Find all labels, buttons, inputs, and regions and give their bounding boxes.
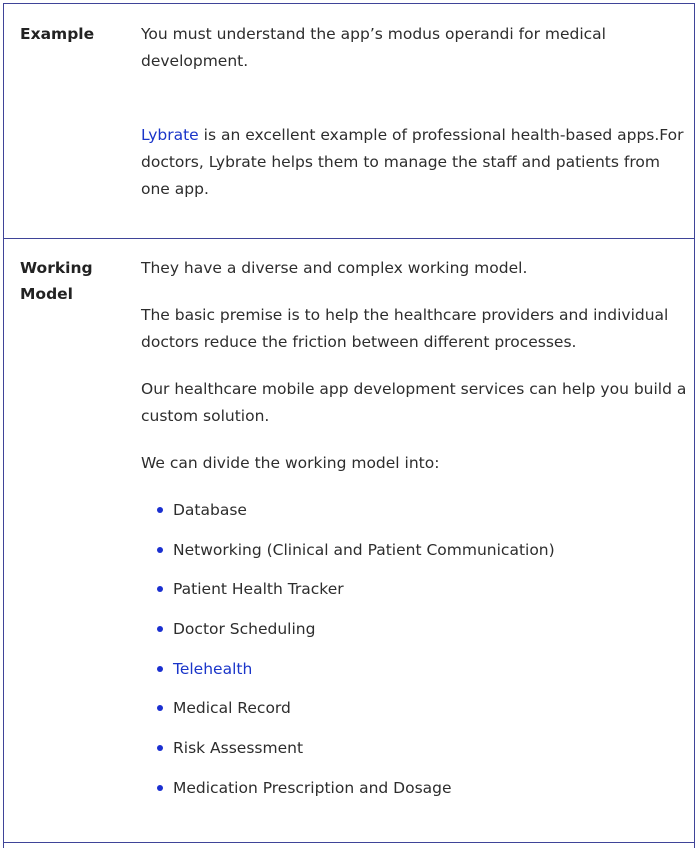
list-item-label: Medication Prescription and Dosage bbox=[173, 778, 452, 797]
bullet-icon bbox=[157, 705, 163, 711]
bullet-icon bbox=[157, 586, 163, 592]
working-paragraph-2: The basic premise is to help the healthcare providers and individual doctors reduce the friction between different processes. bbox=[141, 306, 669, 351]
list-item bbox=[141, 537, 689, 577]
list-item-label: Risk Assessment bbox=[173, 739, 304, 758]
list-item bbox=[141, 735, 689, 775]
list-item bbox=[141, 576, 689, 616]
list-item bbox=[141, 497, 689, 537]
bullet-icon bbox=[157, 547, 163, 553]
row-content-working-model bbox=[141, 255, 689, 815]
bullet-icon bbox=[157, 626, 163, 632]
example-paragraph-1: You must understand the app’s modus operandi for medical development. bbox=[141, 25, 606, 70]
example-paragraph-2-text: is an excellent example of professional health-based apps.For doctors, Lybrate helps them to manage the staff and patients from one app. bbox=[141, 126, 684, 198]
working-paragraph-4: We can divide the working model into: bbox=[141, 454, 440, 472]
bullet-icon bbox=[157, 666, 163, 672]
list-item bbox=[141, 616, 689, 656]
bullet-icon bbox=[157, 785, 163, 791]
lybrate-link[interactable]: Lybrate bbox=[141, 126, 199, 144]
row-label-example: Example bbox=[20, 25, 95, 43]
list-item-label: Medical Record bbox=[173, 699, 291, 718]
row-content-example bbox=[141, 21, 689, 203]
table-row-working-model bbox=[3, 239, 695, 843]
list-item-label: Networking (Clinical and Patient Communication) bbox=[173, 540, 555, 559]
list-item-label: Doctor Scheduling bbox=[173, 620, 316, 639]
working-paragraph-3: Our healthcare mobile app development services can help you build a custom solution. bbox=[141, 380, 687, 425]
bullet-icon bbox=[157, 507, 163, 513]
bullet-icon bbox=[157, 745, 163, 751]
working-paragraph-1: They have a diverse and complex working model. bbox=[141, 259, 528, 277]
list-item-label: Patient Health Tracker bbox=[173, 580, 344, 599]
telehealth-link[interactable]: Telehealth bbox=[173, 659, 253, 678]
row-label-working-model: Working Model bbox=[20, 259, 93, 303]
working-model-list bbox=[141, 497, 689, 815]
list-item bbox=[141, 695, 689, 735]
table-row-example bbox=[3, 3, 695, 239]
list-item-label: Database bbox=[173, 501, 247, 519]
list-item bbox=[141, 775, 689, 815]
list-item bbox=[141, 656, 689, 696]
example-paragraph-2 bbox=[141, 122, 689, 203]
